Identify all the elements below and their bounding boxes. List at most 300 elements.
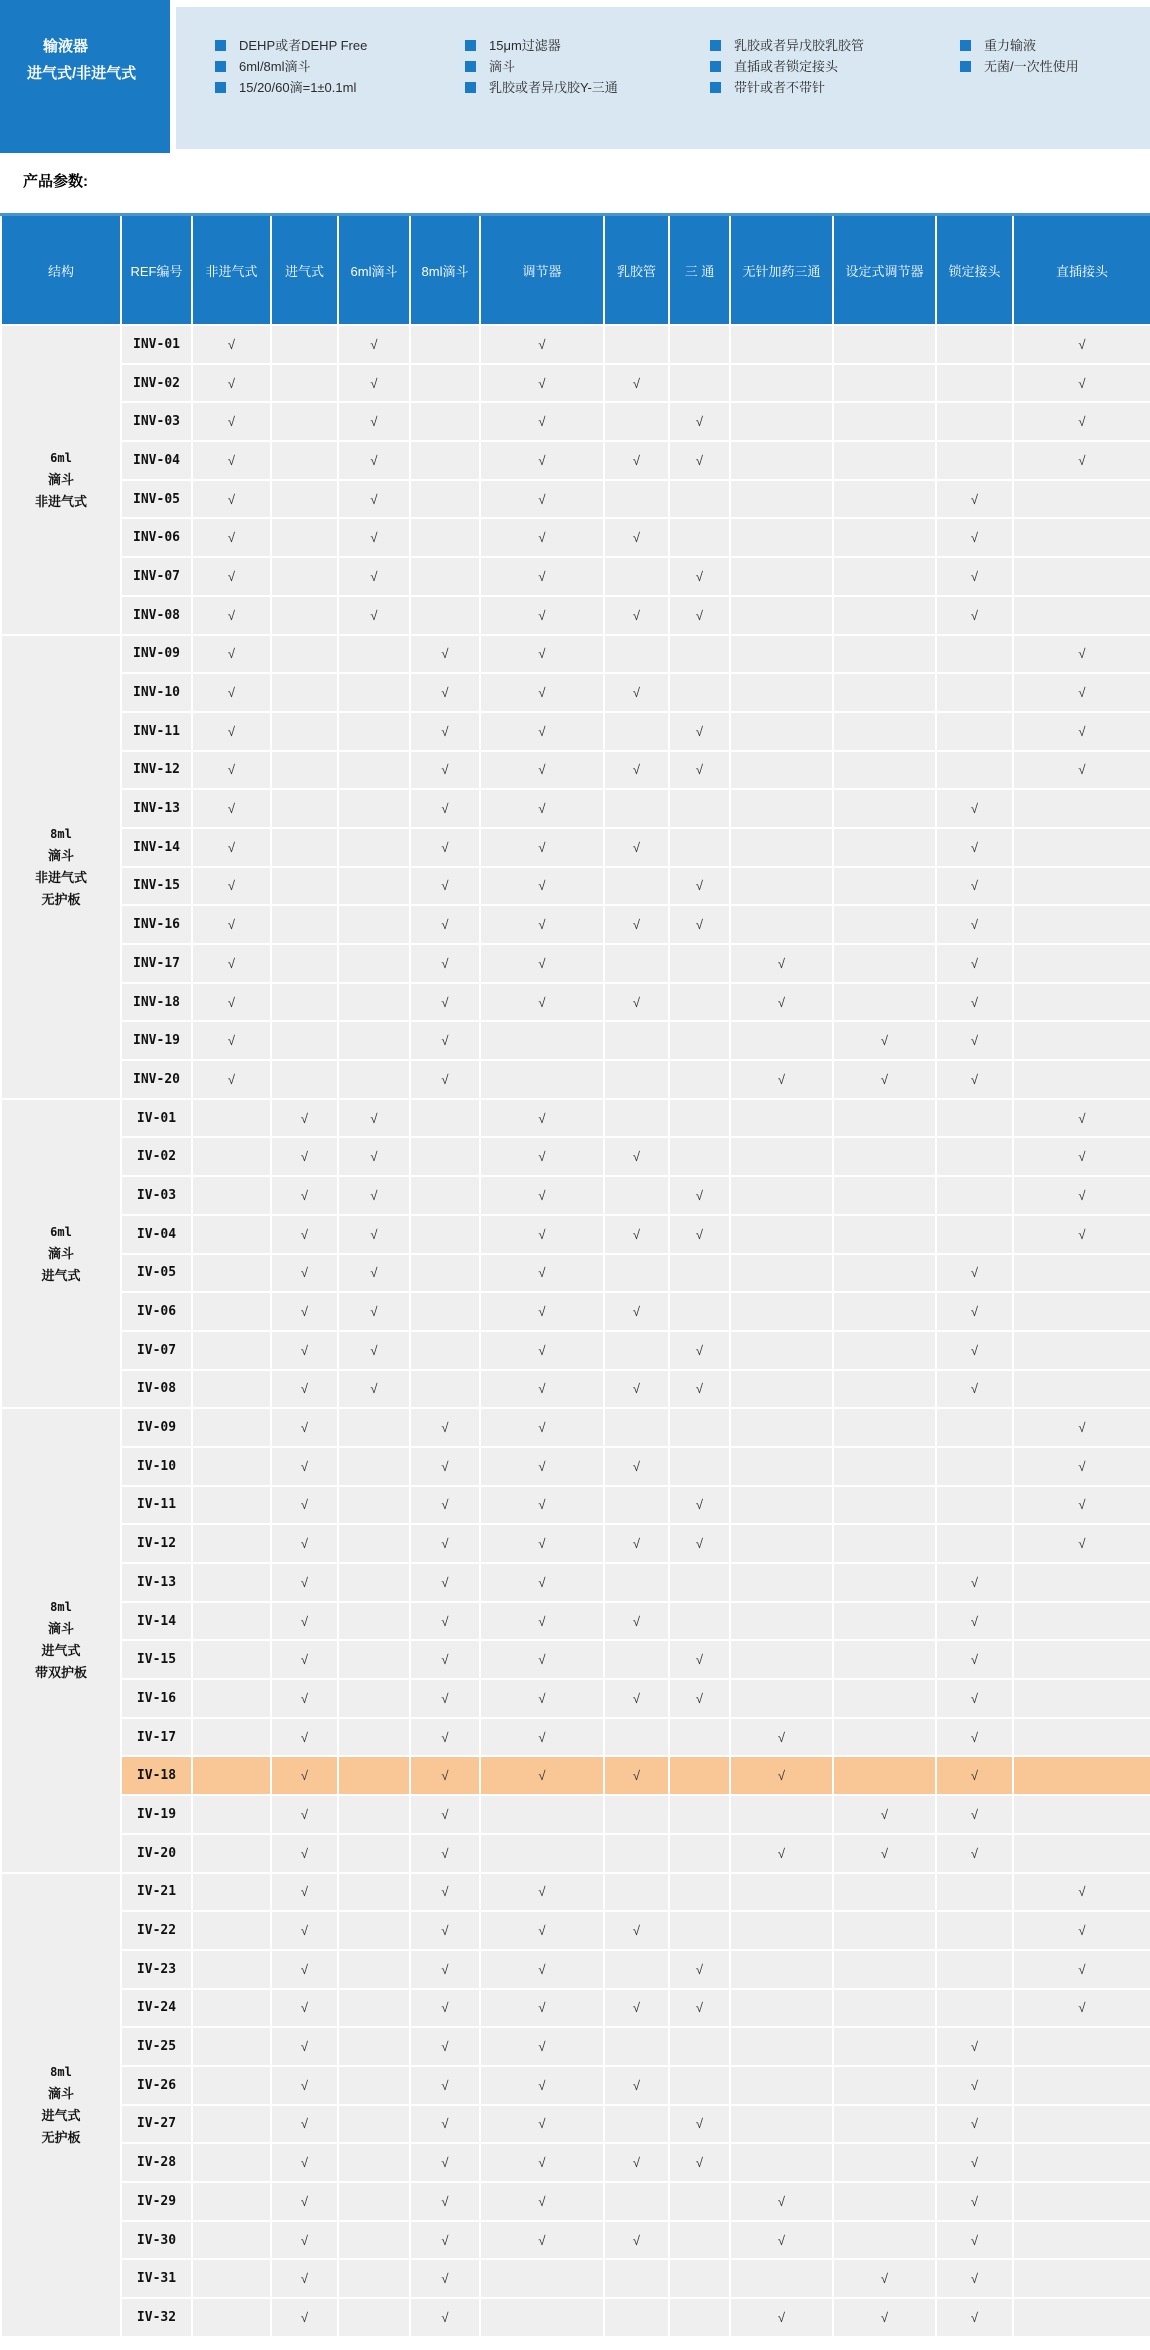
ref-cell: IV-06: [121, 1292, 192, 1331]
check-cell: √: [480, 1911, 604, 1950]
ref-cell: IV-10: [121, 1447, 192, 1486]
table-row-IV-16[interactable]: [1, 1679, 1150, 1718]
check-cell: √: [271, 2182, 338, 2221]
bullet-square-icon: [960, 61, 971, 72]
check-cell: [669, 2298, 730, 2337]
check-cell: [936, 1873, 1013, 1912]
table-row-INV-09[interactable]: [1, 635, 1150, 674]
check-cell: √: [936, 2105, 1013, 2144]
check-cell: [192, 1756, 271, 1795]
check-cell: [833, 2105, 936, 2144]
check-cell: √: [669, 751, 730, 790]
check-cell: √: [410, 944, 480, 983]
table-row-IV-11[interactable]: [1, 1486, 1150, 1525]
check-cell: [669, 1563, 730, 1602]
check-cell: [833, 2143, 936, 2182]
check-cell: [271, 1021, 338, 1060]
ref-cell: INV-02: [121, 364, 192, 403]
check-cell: √: [1013, 325, 1150, 364]
check-cell: √: [410, 1989, 480, 2028]
table-row-INV-06[interactable]: [1, 518, 1150, 557]
check-cell: [833, 1602, 936, 1641]
ref-cell: IV-30: [121, 2221, 192, 2260]
table-row-INV-15[interactable]: [1, 867, 1150, 906]
check-cell: [936, 1447, 1013, 1486]
ref-cell: IV-29: [121, 2182, 192, 2221]
check-cell: [338, 1447, 410, 1486]
check-cell: √: [936, 1292, 1013, 1331]
check-cell: √: [410, 2259, 480, 2298]
check-cell: √: [480, 828, 604, 867]
check-cell: [669, 325, 730, 364]
check-cell: [271, 905, 338, 944]
table-row-IV-21[interactable]: [1, 1873, 1150, 1912]
check-cell: [730, 1602, 833, 1641]
check-cell: [604, 2182, 669, 2221]
check-cell: [480, 1834, 604, 1873]
table-row-INV-18[interactable]: [1, 983, 1150, 1022]
check-cell: [604, 402, 669, 441]
check-cell: [833, 2027, 936, 2066]
check-cell: √: [271, 1447, 338, 1486]
table-row-IV-06[interactable]: [1, 1292, 1150, 1331]
table-row-IV-20[interactable]: [1, 1834, 1150, 1873]
table-row-INV-13[interactable]: [1, 789, 1150, 828]
check-cell: [669, 1060, 730, 1099]
check-cell: √: [936, 2298, 1013, 2337]
check-cell: √: [192, 325, 271, 364]
table-row-IV-13[interactable]: [1, 1563, 1150, 1602]
check-cell: √: [1013, 364, 1150, 403]
check-cell: √: [410, 2027, 480, 2066]
column-header-0: 结构: [1, 215, 121, 326]
check-cell: √: [480, 1331, 604, 1370]
check-cell: [936, 1137, 1013, 1176]
check-cell: [833, 635, 936, 674]
check-cell: √: [410, 789, 480, 828]
check-cell: √: [338, 1176, 410, 1215]
table-row-IV-23[interactable]: [1, 1950, 1150, 1989]
check-cell: √: [410, 2221, 480, 2260]
check-cell: [730, 635, 833, 674]
banner: [0, 0, 1150, 153]
check-cell: [410, 480, 480, 519]
check-cell: √: [480, 2027, 604, 2066]
check-cell: [730, 2066, 833, 2105]
check-cell: [192, 1718, 271, 1757]
check-cell: [410, 1137, 480, 1176]
section-heading: 产品参数:: [23, 173, 88, 190]
banner-title-box: [0, 0, 170, 153]
table-row-IV-01[interactable]: [1, 1099, 1150, 1138]
table-row-INV-07[interactable]: [1, 557, 1150, 596]
check-cell: √: [730, 944, 833, 983]
check-cell: [192, 2259, 271, 2298]
table-row-IV-05[interactable]: [1, 1254, 1150, 1293]
table-row-IV-31[interactable]: [1, 2259, 1150, 2298]
check-cell: [669, 1254, 730, 1293]
check-cell: √: [480, 325, 604, 364]
check-cell: [730, 1640, 833, 1679]
check-cell: √: [271, 1331, 338, 1370]
check-cell: [669, 1447, 730, 1486]
table-row-IV-26[interactable]: [1, 2066, 1150, 2105]
check-cell: [730, 828, 833, 867]
ref-cell: IV-28: [121, 2143, 192, 2182]
table-row-IV-22[interactable]: [1, 1911, 1150, 1950]
check-cell: [338, 867, 410, 906]
feature-text: 直插或者锁定接头: [734, 59, 839, 74]
check-cell: [410, 1254, 480, 1293]
table-row-IV-09[interactable]: [1, 1408, 1150, 1447]
check-cell: [833, 1099, 936, 1138]
banner-title-line2: 进气式/非进气式: [27, 65, 137, 82]
feature-text: 带针或者不带针: [734, 80, 826, 95]
check-cell: √: [936, 1795, 1013, 1834]
check-cell: √: [192, 364, 271, 403]
table-row-IV-28[interactable]: [1, 2143, 1150, 2182]
check-cell: [833, 1950, 936, 1989]
table-row-IV-32[interactable]: [1, 2298, 1150, 2337]
check-cell: √: [271, 2027, 338, 2066]
check-cell: [936, 1950, 1013, 1989]
feature-item: [215, 77, 367, 98]
check-cell: [192, 1911, 271, 1950]
table-row-INV-01[interactable]: [1, 325, 1150, 364]
check-cell: [730, 1331, 833, 1370]
check-cell: [730, 1099, 833, 1138]
ref-cell: INV-10: [121, 673, 192, 712]
check-cell: [338, 1563, 410, 1602]
check-cell: √: [480, 364, 604, 403]
check-cell: √: [936, 1060, 1013, 1099]
check-cell: [1013, 2066, 1150, 2105]
check-cell: √: [338, 364, 410, 403]
table-row-INV-17[interactable]: [1, 944, 1150, 983]
check-cell: [338, 1950, 410, 1989]
check-cell: [669, 635, 730, 674]
check-cell: [192, 2298, 271, 2337]
check-cell: √: [833, 1834, 936, 1873]
check-cell: √: [410, 1679, 480, 1718]
check-cell: [192, 1795, 271, 1834]
feature-item: [465, 35, 618, 56]
check-cell: √: [410, 1950, 480, 1989]
check-cell: √: [480, 1447, 604, 1486]
check-cell: √: [192, 635, 271, 674]
check-cell: [730, 789, 833, 828]
check-cell: √: [1013, 402, 1150, 441]
check-cell: √: [410, 1756, 480, 1795]
check-cell: √: [271, 1756, 338, 1795]
check-cell: [338, 635, 410, 674]
check-cell: [833, 1486, 936, 1525]
check-cell: √: [936, 1563, 1013, 1602]
table-row-IV-19[interactable]: [1, 1795, 1150, 1834]
table-row-IV-24[interactable]: [1, 1989, 1150, 2028]
check-cell: [604, 1099, 669, 1138]
check-cell: [604, 1950, 669, 1989]
table-row-INV-16[interactable]: [1, 905, 1150, 944]
table-row-IV-08[interactable]: [1, 1370, 1150, 1409]
check-cell: √: [669, 2105, 730, 2144]
check-cell: [730, 712, 833, 751]
check-cell: √: [271, 2298, 338, 2337]
table-row-INV-03[interactable]: [1, 402, 1150, 441]
check-cell: √: [271, 1215, 338, 1254]
table-row-INV-05[interactable]: [1, 480, 1150, 519]
check-cell: √: [936, 2182, 1013, 2221]
table-row-IV-18[interactable]: [1, 1756, 1150, 1795]
ref-cell: IV-27: [121, 2105, 192, 2144]
check-cell: [833, 712, 936, 751]
check-cell: [1013, 1795, 1150, 1834]
table-row-IV-14[interactable]: [1, 1602, 1150, 1641]
check-cell: [338, 2259, 410, 2298]
check-cell: [410, 1292, 480, 1331]
check-cell: [936, 1989, 1013, 2028]
check-cell: [730, 1408, 833, 1447]
check-cell: √: [192, 751, 271, 790]
column-header-1: REF编号: [121, 215, 192, 326]
table-row-INV-08[interactable]: [1, 596, 1150, 635]
ref-cell: IV-14: [121, 1602, 192, 1641]
check-cell: √: [730, 983, 833, 1022]
check-cell: [1013, 1718, 1150, 1757]
ref-cell: IV-05: [121, 1254, 192, 1293]
table-row-IV-25[interactable]: [1, 2027, 1150, 2066]
check-cell: √: [192, 557, 271, 596]
check-cell: [1013, 2105, 1150, 2144]
check-cell: √: [730, 2182, 833, 2221]
check-cell: [271, 325, 338, 364]
check-cell: [833, 518, 936, 557]
check-cell: √: [1013, 751, 1150, 790]
check-cell: √: [271, 2066, 338, 2105]
check-cell: √: [1013, 1447, 1150, 1486]
check-cell: [480, 1795, 604, 1834]
ref-cell: INV-07: [121, 557, 192, 596]
check-cell: [604, 480, 669, 519]
bullet-square-icon: [960, 40, 971, 51]
feature-item: [710, 56, 864, 77]
check-cell: [730, 364, 833, 403]
ref-cell: INV-05: [121, 480, 192, 519]
check-cell: √: [480, 1215, 604, 1254]
check-cell: √: [936, 1370, 1013, 1409]
feature-text: 乳胶或者异戊胶乳胶管: [734, 38, 865, 53]
check-cell: √: [338, 441, 410, 480]
table-row-IV-12[interactable]: [1, 1524, 1150, 1563]
check-cell: [271, 557, 338, 596]
check-cell: [936, 364, 1013, 403]
table-row-IV-27[interactable]: [1, 2105, 1150, 2144]
feature-text: 滴斗: [489, 59, 516, 74]
check-cell: √: [410, 2066, 480, 2105]
table-row-INV-04[interactable]: [1, 441, 1150, 480]
check-cell: [338, 1640, 410, 1679]
check-cell: [833, 1679, 936, 1718]
table-row-IV-02[interactable]: [1, 1137, 1150, 1176]
feature-column-4: [960, 35, 1079, 77]
check-cell: √: [192, 712, 271, 751]
table-row-INV-14[interactable]: [1, 828, 1150, 867]
check-cell: √: [410, 635, 480, 674]
check-cell: √: [410, 1718, 480, 1757]
table-row-IV-29[interactable]: [1, 2182, 1150, 2221]
ref-cell: IV-23: [121, 1950, 192, 1989]
check-cell: [669, 1873, 730, 1912]
check-cell: √: [192, 789, 271, 828]
table-row-INV-10[interactable]: [1, 673, 1150, 712]
check-cell: √: [338, 1292, 410, 1331]
check-cell: [410, 1331, 480, 1370]
check-cell: [192, 1099, 271, 1138]
check-cell: √: [338, 1370, 410, 1409]
check-cell: [833, 1989, 936, 2028]
check-cell: [338, 2066, 410, 2105]
check-cell: √: [669, 1176, 730, 1215]
table-row-IV-10[interactable]: [1, 1447, 1150, 1486]
check-cell: √: [410, 673, 480, 712]
feature-item: [465, 56, 618, 77]
check-cell: [1013, 557, 1150, 596]
check-cell: [192, 2027, 271, 2066]
check-cell: √: [480, 1524, 604, 1563]
check-cell: [192, 2143, 271, 2182]
check-cell: [730, 1563, 833, 1602]
check-cell: [833, 2066, 936, 2105]
bullet-square-icon: [710, 40, 721, 51]
check-cell: √: [410, 2298, 480, 2337]
ref-cell: IV-22: [121, 1911, 192, 1950]
column-header-5: 8ml滴斗: [410, 215, 480, 326]
table-row-IV-04[interactable]: [1, 1215, 1150, 1254]
check-cell: √: [338, 402, 410, 441]
check-cell: [192, 2221, 271, 2260]
check-cell: √: [480, 1756, 604, 1795]
check-cell: [338, 1873, 410, 1912]
check-cell: √: [271, 1486, 338, 1525]
check-cell: √: [338, 325, 410, 364]
check-cell: [936, 712, 1013, 751]
check-cell: [1013, 867, 1150, 906]
check-cell: [833, 789, 936, 828]
check-cell: [1013, 983, 1150, 1022]
check-cell: √: [833, 1021, 936, 1060]
check-cell: [192, 1524, 271, 1563]
check-cell: √: [936, 1021, 1013, 1060]
check-cell: √: [669, 1331, 730, 1370]
feature-column-3: [710, 35, 864, 98]
check-cell: √: [669, 1370, 730, 1409]
bullet-square-icon: [710, 82, 721, 93]
table-row-INV-20[interactable]: [1, 1060, 1150, 1099]
check-cell: [410, 402, 480, 441]
check-cell: [730, 1950, 833, 1989]
check-cell: √: [480, 1137, 604, 1176]
check-cell: √: [410, 1447, 480, 1486]
check-cell: [604, 867, 669, 906]
check-cell: √: [936, 1602, 1013, 1641]
check-cell: √: [271, 2259, 338, 2298]
check-cell: √: [480, 635, 604, 674]
column-header-4: 6ml滴斗: [338, 215, 410, 326]
check-cell: [936, 1408, 1013, 1447]
column-header-2: 非进气式: [192, 215, 271, 326]
check-cell: [669, 1137, 730, 1176]
check-cell: [669, 1099, 730, 1138]
check-cell: [730, 2259, 833, 2298]
check-cell: [730, 905, 833, 944]
structure-cell-group-4: 8ml 滴斗 进气式 带双护板: [1, 1408, 121, 1872]
table-row-IV-03[interactable]: [1, 1176, 1150, 1215]
check-cell: √: [669, 1486, 730, 1525]
table-row-INV-19[interactable]: [1, 1021, 1150, 1060]
check-cell: [833, 1331, 936, 1370]
check-cell: √: [480, 1486, 604, 1525]
check-cell: [1013, 2259, 1150, 2298]
check-cell: √: [192, 518, 271, 557]
table-row-INV-12[interactable]: [1, 751, 1150, 790]
check-cell: [271, 635, 338, 674]
check-cell: √: [480, 1370, 604, 1409]
ref-cell: IV-26: [121, 2066, 192, 2105]
structure-cell-group-1: 6ml 滴斗 非进气式: [1, 325, 121, 635]
check-cell: [1013, 2298, 1150, 2337]
check-cell: √: [936, 2027, 1013, 2066]
table-row-INV-11[interactable]: [1, 712, 1150, 751]
table-row-IV-07[interactable]: [1, 1331, 1150, 1370]
check-cell: [1013, 2027, 1150, 2066]
check-cell: √: [271, 1099, 338, 1138]
ref-cell: INV-04: [121, 441, 192, 480]
table-row-IV-17[interactable]: [1, 1718, 1150, 1757]
check-cell: √: [271, 1834, 338, 1873]
check-cell: √: [480, 944, 604, 983]
table-row-IV-15[interactable]: [1, 1640, 1150, 1679]
check-cell: √: [271, 1370, 338, 1409]
check-cell: √: [936, 2143, 1013, 2182]
check-cell: [1013, 596, 1150, 635]
check-cell: √: [936, 1254, 1013, 1293]
column-header-11: 锁定接头: [936, 215, 1013, 326]
check-cell: √: [192, 596, 271, 635]
check-cell: √: [936, 1756, 1013, 1795]
ref-cell: INV-13: [121, 789, 192, 828]
check-cell: [1013, 1640, 1150, 1679]
table-row-INV-02[interactable]: [1, 364, 1150, 403]
check-cell: [1013, 1679, 1150, 1718]
check-cell: [669, 1911, 730, 1950]
check-cell: √: [192, 480, 271, 519]
check-cell: [1013, 2143, 1150, 2182]
check-cell: √: [669, 1640, 730, 1679]
check-cell: √: [271, 1989, 338, 2028]
check-cell: √: [480, 1640, 604, 1679]
check-cell: [669, 1602, 730, 1641]
ref-cell: INV-09: [121, 635, 192, 674]
check-cell: [730, 2105, 833, 2144]
check-cell: √: [192, 867, 271, 906]
table-row-IV-30[interactable]: [1, 2221, 1150, 2260]
check-cell: [730, 1021, 833, 1060]
check-cell: √: [730, 2298, 833, 2337]
check-cell: [271, 1060, 338, 1099]
check-cell: [271, 751, 338, 790]
check-cell: [271, 364, 338, 403]
check-cell: [730, 1486, 833, 1525]
